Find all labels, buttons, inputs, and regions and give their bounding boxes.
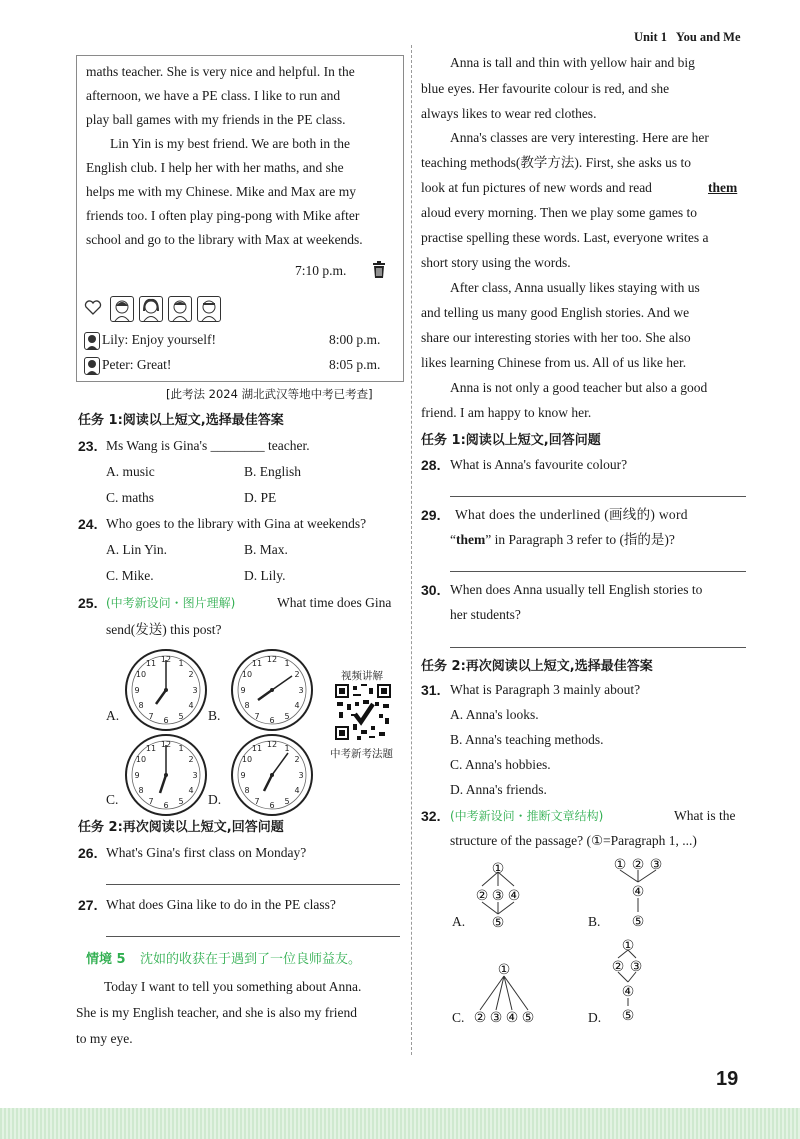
option-label[interactable]: C. <box>106 792 119 807</box>
unit-label: Unit 1 <box>634 30 667 44</box>
svg-text:8: 8 <box>244 701 250 710</box>
option-label[interactable]: A. <box>106 708 120 723</box>
option-label[interactable]: A. <box>452 914 466 929</box>
column-divider <box>411 45 412 1055</box>
post-line: afternoon, we have a PE class. I like to run and <box>86 88 341 103</box>
svg-text:7: 7 <box>148 797 154 806</box>
clock-b[interactable] <box>230 648 314 732</box>
node: ① <box>497 962 511 978</box>
post-line: school and go to the library with Max at weekends. <box>86 232 363 247</box>
node: ② <box>473 1010 487 1026</box>
svg-text:9: 9 <box>240 686 246 695</box>
question-number: 24. <box>78 516 98 532</box>
svg-text:11: 11 <box>251 744 263 753</box>
passage-line: practise spelling these words. Last, everyone writes a <box>421 230 709 245</box>
question-text: What does Gina like to do in the PE class? <box>106 897 336 912</box>
node: ① <box>613 857 627 873</box>
node: ② <box>611 959 625 975</box>
avatar <box>139 296 163 322</box>
comment-time: 8:05 p.m. <box>329 357 381 372</box>
avatar <box>110 296 134 322</box>
svg-text:1: 1 <box>178 659 184 668</box>
comment-text: Lily: Enjoy yourself! <box>102 332 216 347</box>
option[interactable]: C. maths <box>106 490 155 505</box>
svg-text:2: 2 <box>188 755 194 764</box>
answer-line[interactable] <box>450 571 746 572</box>
answer-line[interactable] <box>106 884 400 885</box>
question-tag: (中考新设问・推断文章结构) <box>450 809 604 823</box>
question-text: her students? <box>450 607 521 622</box>
structure-diagram-c[interactable] <box>468 958 538 1026</box>
svg-text:12: 12 <box>160 655 172 664</box>
svg-text:11: 11 <box>251 659 263 668</box>
svg-text:10: 10 <box>241 755 253 764</box>
option[interactable]: D. PE <box>244 490 277 505</box>
question-text: Ms Wang is Gina's ________ teacher. <box>106 438 310 453</box>
option-label[interactable]: B. <box>588 914 601 929</box>
post-line: friends too. I often play ping-pong with Mike after <box>86 208 360 223</box>
svg-text:7: 7 <box>148 712 154 721</box>
avatar <box>84 357 100 375</box>
node: ⑤ <box>631 914 645 930</box>
option[interactable]: B. Max. <box>244 542 288 557</box>
passage-line: always likes to wear red clothes. <box>421 106 597 121</box>
underlined-word: them <box>708 180 738 195</box>
svg-text:4: 4 <box>188 701 194 710</box>
svg-text:5: 5 <box>284 712 290 721</box>
clock-a[interactable] <box>124 648 208 732</box>
node: ④ <box>505 1010 519 1026</box>
node: ④ <box>507 888 521 904</box>
comment-text: Peter: Great! <box>102 357 172 372</box>
passage-line: Today I want to tell you something about Anna. <box>104 979 362 994</box>
question-number: 25. <box>78 595 98 611</box>
passage-line: and telling us many good English stories. And we <box>421 305 690 320</box>
structure-diagram-a[interactable] <box>468 856 528 932</box>
svg-text:12: 12 <box>266 740 278 749</box>
option[interactable]: A. Lin Yin. <box>106 542 168 557</box>
svg-text:4: 4 <box>294 786 300 795</box>
svg-text:6: 6 <box>269 716 275 725</box>
svg-text:12: 12 <box>266 655 278 664</box>
structure-diagram-b[interactable] <box>608 852 668 932</box>
svg-text:3: 3 <box>298 771 304 780</box>
passage-line: Anna is tall and thin with yellow hair and big <box>450 55 695 70</box>
option-label[interactable]: D. <box>208 792 222 807</box>
passage-line: teaching methods(教学方法). First, she asks us to <box>421 155 691 170</box>
passage-line: She is my English teacher, and she is also my friend <box>76 1005 358 1020</box>
option[interactable]: C. Anna's hobbies. <box>450 757 551 772</box>
question-number: 28. <box>421 457 441 473</box>
node: ③ <box>489 1010 503 1026</box>
passage-line: likes learning Chinese from us. All of us like her. <box>421 355 687 370</box>
question-text: Who goes to the library with Gina at weekends? <box>106 516 367 531</box>
svg-text:9: 9 <box>240 771 246 780</box>
question-text: What is Anna's favourite colour? <box>450 457 628 472</box>
option-label[interactable]: B. <box>208 708 221 723</box>
trash-icon[interactable] <box>372 261 386 279</box>
question-number: 29. <box>421 507 441 523</box>
option[interactable]: C. Mike. <box>106 568 154 583</box>
node: ④ <box>621 984 635 1000</box>
svg-text:3: 3 <box>298 686 304 695</box>
question-text: What's Gina's first class on Monday? <box>106 845 307 860</box>
post-time: 7:10 p.m. <box>295 263 347 278</box>
svg-text:8: 8 <box>138 786 144 795</box>
svg-text:4: 4 <box>294 701 300 710</box>
svg-text:5: 5 <box>284 797 290 806</box>
node: ⑤ <box>621 1008 635 1024</box>
comment-time: 8:00 p.m. <box>329 332 381 347</box>
running-header <box>634 30 741 45</box>
svg-text:11: 11 <box>145 744 157 753</box>
option[interactable]: B. Anna's teaching methods. <box>450 732 604 747</box>
task-heading: 任务 2:再次阅读以上短文,回答问题 <box>78 820 284 835</box>
node: ① <box>621 938 635 954</box>
option-label[interactable]: C. <box>452 1010 465 1025</box>
svg-text:10: 10 <box>135 670 147 679</box>
question-number: 27. <box>78 897 98 913</box>
avatar <box>197 296 221 322</box>
svg-text:2: 2 <box>294 755 300 764</box>
passage-line: look at fun pictures of new words and read <box>421 180 652 195</box>
post-line: play ball games with my friends in the PE class. <box>86 112 346 127</box>
question-text: “them” in Paragraph 3 refer to (指的是)? <box>450 532 675 547</box>
question-text: What is the <box>674 808 736 823</box>
quoted-word: them <box>456 532 486 547</box>
option[interactable]: A. music <box>106 464 155 479</box>
scene-text: 沈如的收获在于遇到了一位良师益友。 <box>140 952 362 967</box>
unit-title: You and Me <box>675 30 741 44</box>
passage-line: share our interesting stories with her too. She also <box>421 330 691 345</box>
task-heading: 任务 2:再次阅读以上短文,选择最佳答案 <box>421 659 653 674</box>
passage-line: aloud every morning. Then we play some games to <box>421 205 698 220</box>
option-label[interactable]: D. <box>588 1010 602 1025</box>
svg-text:1: 1 <box>178 744 184 753</box>
qr-bottom-label: 中考新考法题 <box>330 748 393 760</box>
avatar <box>84 332 100 350</box>
clock-d[interactable] <box>230 733 314 817</box>
svg-text:12: 12 <box>160 740 172 749</box>
qr-top-label: 视频讲解 <box>341 670 383 682</box>
passage-line: to my eye. <box>76 1031 133 1046</box>
scene-label: 情境 5 <box>86 952 126 967</box>
node: ② <box>475 888 489 904</box>
node: ② <box>631 857 645 873</box>
node: ⑤ <box>491 915 505 931</box>
post-line: helps me with my Chinese. Mike and Max are my <box>86 184 356 199</box>
svg-text:4: 4 <box>188 786 194 795</box>
question-text: What does the underlined (画线的) word <box>455 507 688 522</box>
post-line: maths teacher. She is very nice and helpful. In the <box>86 64 355 79</box>
task-heading: 任务 1:阅读以上短文,回答问题 <box>421 433 601 448</box>
svg-text:6: 6 <box>163 801 169 810</box>
svg-text:2: 2 <box>188 670 194 679</box>
svg-text:5: 5 <box>178 712 184 721</box>
svg-text:10: 10 <box>135 755 147 764</box>
question-text: send(发送) this post? <box>106 622 222 637</box>
svg-text:10: 10 <box>241 670 253 679</box>
option[interactable]: D. Anna's friends. <box>450 782 547 797</box>
node: ③ <box>629 959 643 975</box>
passage-line: blue eyes. Her favourite colour is red, and she <box>421 81 670 96</box>
svg-text:11: 11 <box>145 659 157 668</box>
footer-band <box>0 1108 800 1139</box>
question-text: When does Anna usually tell English stories to <box>450 582 703 597</box>
svg-text:3: 3 <box>192 771 198 780</box>
answer-line[interactable] <box>450 647 746 648</box>
task-heading: 任务 1:阅读以上短文,选择最佳答案 <box>78 413 284 428</box>
question-text: What time does Gina <box>277 595 392 610</box>
node: ③ <box>491 888 505 904</box>
question-number: 26. <box>78 845 98 861</box>
post-line: English club. I help her with her maths, and she <box>86 160 344 175</box>
passage-line: short story using the words. <box>421 255 571 270</box>
page-number: 19 <box>716 1068 739 1090</box>
clock-c[interactable] <box>124 733 208 817</box>
question-text: structure of the passage? (①=Paragraph 1, ...) <box>450 833 697 848</box>
question-text: What is Paragraph 3 mainly about? <box>450 682 641 697</box>
answer-line[interactable] <box>450 496 746 497</box>
structure-diagram-d[interactable] <box>606 934 650 1024</box>
node: ① <box>491 861 505 877</box>
svg-text:1: 1 <box>284 744 290 753</box>
passage-line: Anna is not only a good teacher but also a good <box>450 380 708 395</box>
svg-text:2: 2 <box>294 670 300 679</box>
option[interactable]: B. English <box>244 464 302 479</box>
passage-line: friend. I am happy to know her. <box>421 405 592 420</box>
node: ③ <box>649 857 663 873</box>
svg-text:6: 6 <box>269 801 275 810</box>
node: ⑤ <box>521 1010 535 1026</box>
post-line: Lin Yin is my best friend. We are both in the <box>110 136 350 151</box>
option[interactable]: D. Lily. <box>244 568 286 583</box>
avatar <box>168 296 192 322</box>
answer-line[interactable] <box>106 936 400 937</box>
source-note: [此考法 2024 湖北武汉等地中考已考查] <box>166 387 373 401</box>
option[interactable]: A. Anna's looks. <box>450 707 539 722</box>
question-number: 30. <box>421 582 441 598</box>
question-tag: (中考新设问・图片理解) <box>106 596 236 610</box>
question-number: 31. <box>421 682 441 698</box>
svg-text:1: 1 <box>284 659 290 668</box>
svg-text:7: 7 <box>254 797 260 806</box>
svg-text:5: 5 <box>178 797 184 806</box>
heart-icon[interactable] <box>84 300 102 316</box>
svg-text:7: 7 <box>254 712 260 721</box>
svg-text:9: 9 <box>134 686 140 695</box>
question-number: 23. <box>78 438 98 454</box>
svg-text:3: 3 <box>192 686 198 695</box>
node: ④ <box>631 884 645 900</box>
passage-line: After class, Anna usually likes staying with us <box>450 280 700 295</box>
svg-text:8: 8 <box>244 786 250 795</box>
svg-text:6: 6 <box>163 716 169 725</box>
question-number: 32. <box>421 808 441 824</box>
svg-text:9: 9 <box>134 771 140 780</box>
passage-line: Anna's classes are very interesting. Here are her <box>450 130 709 145</box>
qr-code-icon[interactable] <box>335 684 391 740</box>
svg-text:8: 8 <box>138 701 144 710</box>
